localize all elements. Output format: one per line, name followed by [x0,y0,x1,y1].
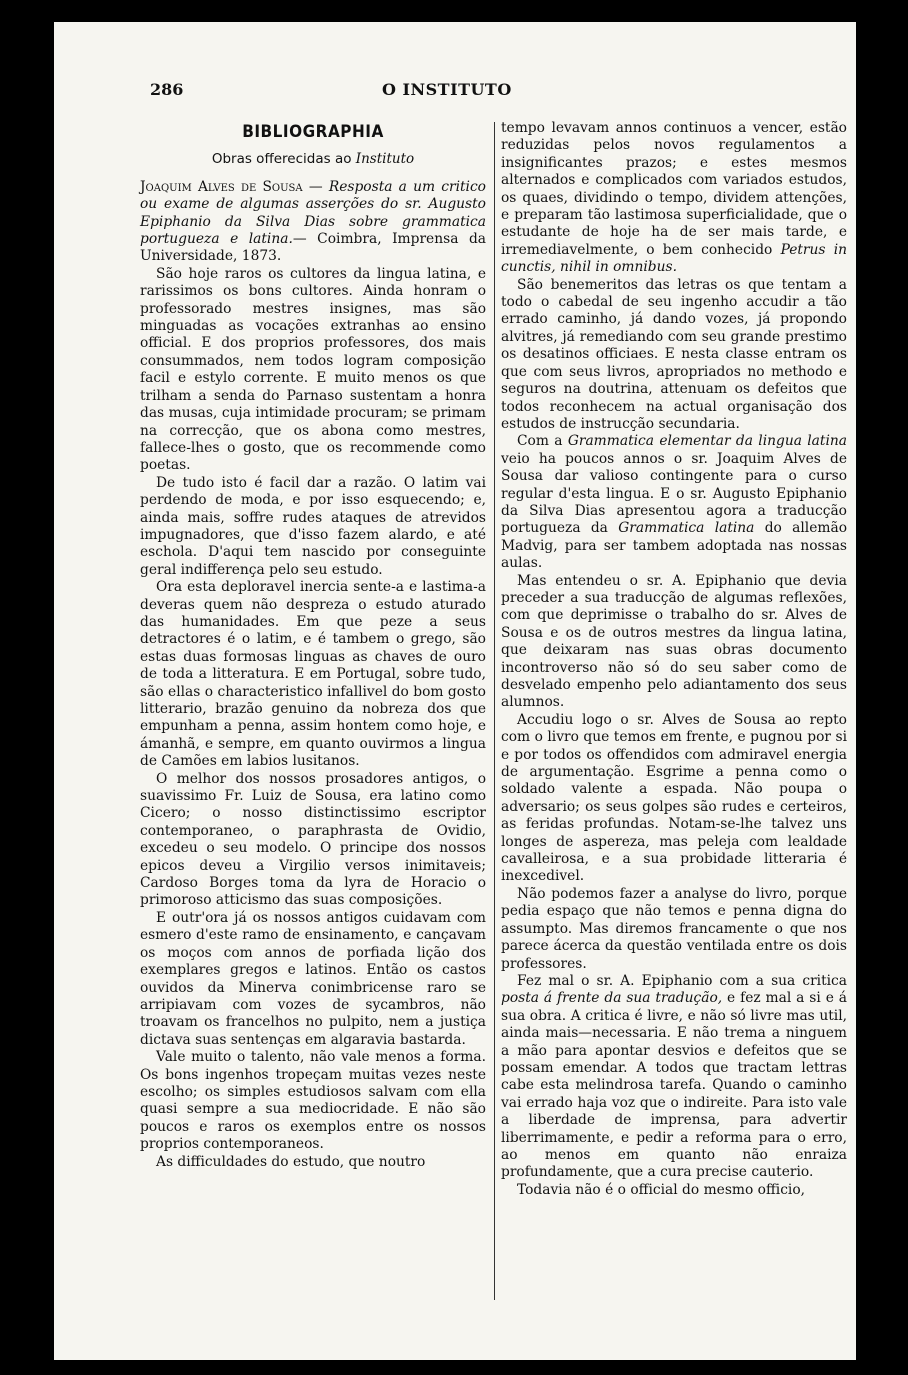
entry-author: Joaquim Alves de Sousa [140,178,303,195]
paragraph: Com a Grammatica elementar da lingua latina veio ha poucos annos o sr. Joaquim Alves de Sousa dar valioso contingente para o curso regular d'esta lingua. E o sr. Augusto Epiphanio da Silva Dias apresentou agora a traducção portugueza da Grammatica latina do allemão Madvig, para ser tambem adoptada nas nossas aulas. [501,433,847,572]
paragraph: São benemeritos das letras os que tentam a todo o cabedal de seu ingenho accudir a tão errado caminho, já dando vozes, já propondo alvitres, já remediando com seu grande prestimo os desatinos officiaes. E nesta classe entram os que com seus livros, apropriados no methodo e seguros na doutrina, attenuam os defeitos que todos reconhecem na actual organisação dos estudos de instrucção secundaria. [501,276,847,432]
page-number: 286 [150,80,184,99]
paragraph: Accudiu logo o sr. Alves de Sousa ao repto com o livro que temos em frente, e pugnou por si e por todos os offendidos com admiravel energia de argumentação. Esgrime a penna como o soldado valente a espada. Não poupa o adversario; os seus golpes são rudes e certeiros, as feridas profundas. Notam-se-lhe talvez uns longes de aspereza, mas peleja com lealdade cavalleirosa, e a sua probidade litteraria é inexcedivel. [501,711,847,885]
running-head [150,80,812,104]
paragraph: tempo levavam annos continuos a vencer, estão reduzidas pelos novos regulamentos a insignificantes prazos; e estes mesmos alternados e complicados com variados estudos, os quaes, dividindo o tempo, dividem attenções, e preparam tão lastimosa superficialidade, que o estudante de hoje ha de ser mais tarde, e irremediavelmente, o bem conhecido Petrus in cunctis, nihil in omnibus. [501,120,848,276]
entry-title: Resposta a um critico ou exame de algumas asserções do sr. Augusto Epiphanio da Silva Dias sobre grammatica portugueza e latina. [140,178,486,248]
bibliographic-entry: Joaquim Alves de Sousa — Resposta a um critico ou exame de algumas asserções do sr. Augusto Epiphanio da Silva Dias sobre grammatica portugueza e latina.— Coimbra, Imprensa da Universidade, 1873. [140,178,486,265]
column-rule [494,122,495,1300]
paragraph: O melhor dos nossos prosadores antigos, o suavissimo Fr. Luiz de Sousa, era latino como Cicero; o nosso distinctissimo escriptor contemporaneo, o paraphrasta de Ovidio, excedeu o seu modelo. O principe dos nossos epicos deveu a Virgilio versos inimitaveis; Cardoso Borges toma da lyra de Horacio o primoroso atticismo das suas composições. [140,770,486,909]
page-sheet [54,22,856,1360]
paragraph: E outr'ora já os nossos antigos cuidavam com esmero d'este ramo de ensinamento, e cançavam os moços com annos de porfiada lição dos exemplares gregos e latinos. Então os castos ouvidos da Minerva conimbricense raro se arripiavam com vozes de sycambros, não troavam os francelhos no pulpito, nem a justiça dictava suas sentenças em algaravia bastarda. [140,909,486,1048]
paragraph: Mas entendeu o sr. A. Epiphanio que devia preceder a sua traducção de algumas reflexões, com que deprimisse o trabalho do sr. Alves de Sousa e os de outros mestres da lingua latina, que deixaram nas suas obras documento incontroverso não só do seu saber como de desvelado empenho pelo adiantamento dos seus alumnos. [501,572,847,711]
journal-title: O INSTITUTO [382,80,512,99]
section-title: BIBLIOGRAPHIA [242,122,384,142]
paragraph: As difficuldades do estudo, que noutro [156,1153,426,1170]
paragraph: De tudo isto é facil dar a razão. O latim vai perdendo de moda, e por isso esquecendo; e, ainda mais, soffre rudes ataques de atrevidos impugnadores, que d'isso fazem alardo, e até eschola. D'aqui tem nascido por conseguinte geral indifferença pelo seu estudo. [140,474,486,578]
paragraph: Todavia não é o official do mesmo officio, [517,1181,806,1198]
paragraph: Ora esta deploravel inercia sente-a e lastima-a deveras quem não despreza o estudo aturado das humanidades. Em que peze a seus detractores é o latim, e é tambem o grego, são estas duas formosas linguas as chaves de ouro de toda a litteratura. E em Portugal, sobre tudo, são ellas o characteristico infallivel do bom gosto litterario, brazão genuino da nobreza dos que empunham a penna, assim hontem como hoje, e ámanhã, e sempre, em quanto ouvirmos a lingua de Camões em labios lusitanos. [140,579,486,770]
paragraph: Vale muito o talento, não vale menos a forma. Os bons ingenhos tropeçam muitas vezes neste escolho; os simples estudiosos salvam com ella quasi sempre a sua mediocridade. E não são poucos e raros os exemplos entre os nossos proprios contemporaneos. [140,1049,486,1153]
left-column [140,120,486,1171]
entry-imprint: — Coimbra, Imprensa da Universidade, 1873. [140,231,486,265]
paragraph: Não podemos fazer a analyse do livro, porque pedia espaço que não temos e penna digna do assumpto. Mas diremos francamente o que nos parece ácerca da questão ventilada entre os dois professores. [501,885,847,972]
paragraph: São hoje raros os cultores da lingua latina, e rarissimos os bons cultores. Ainda honram o professorado mestres insignes, mas são minguadas as vocações extranhas ao ensino official. E dos proprios professores, dos mais consummados, nem todos logram composição facil e estylo corrente. E muito menos os que trilham a senda do Parnaso sustentam a honra das musas, cuja intimidade procuram; se primam na correcção, que os abona como mestres, fallece-lhes o gosto, que os recommende como poetas. [140,265,486,474]
right-column [501,120,847,1199]
paragraph: Fez mal o sr. A. Epiphanio com a sua critica posta á frente da sua tradução, e fez mal a si e á sua obra. A critica é livre, e não só livre mas util, ainda mais—necessaria. E não trema a ninguem a mão para apontar desvios e defeitos que se possam emendar. A todos que tractam lettras cabe esta melindrosa tarefa. Quando o caminho vai errado haja voz que o indireite. Para isto vale a liberdade de imprensa, para advertir liberrimamente, e pedir a reforma para o erro, ao menos em quanto não enraiza profundamente, que a cura precise cauterio. [501,972,847,1181]
section-subtitle: Obras offerecidas ao Instituto [211,151,415,168]
